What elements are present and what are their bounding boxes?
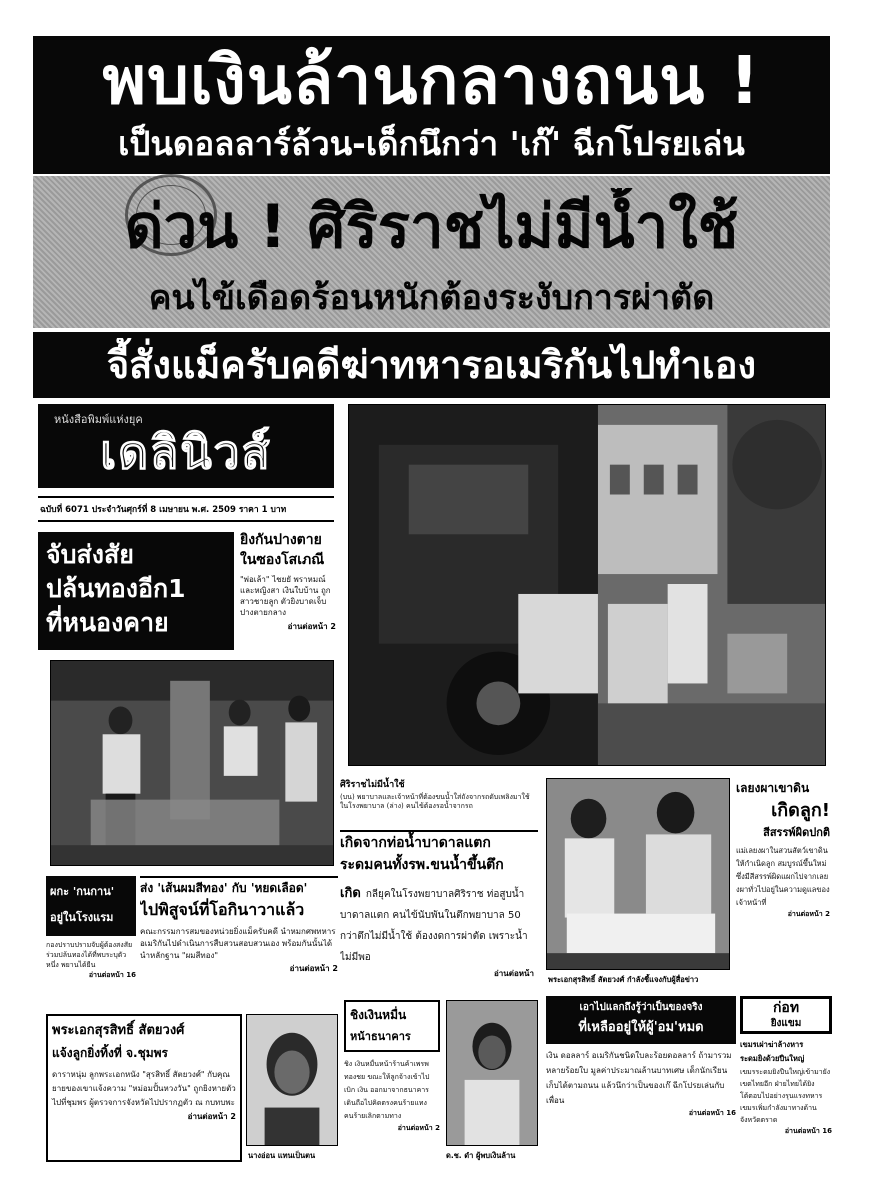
woman-photo-caption: นางอ่อน แทนเป็นตน bbox=[248, 1151, 316, 1160]
banner-top bbox=[33, 36, 830, 174]
birth-headline-l3: สีสรรพ์ผิดปกติ bbox=[763, 826, 830, 839]
banner-siriraj-subhead: คนไข้เดือดร้อนหนักต้องระงับการผ่าตัด bbox=[148, 278, 715, 318]
siriraj-headline-block bbox=[340, 830, 538, 878]
dollar-headline-l2: ที่เหลืออยู่ให้ผู้'อม'หมด bbox=[578, 1020, 704, 1035]
dollar-story bbox=[546, 996, 736, 1166]
banner-mac bbox=[33, 332, 830, 398]
dollar-body: เงิน ดอลลาร์ อเมริกันชนิดใบละร้อยดอลลาร์ ถ้ามารวมหลายร้อยใบ มูลค่าประมาณล้านบาทเศษ เด็กนักเรียนเก็บได้ตามถนน แล้วนึกว่าเป็นของเก๊ ฉีกโปรยเล่นกับเพื่อน bbox=[546, 1051, 732, 1105]
siriraj-lead: เกิด bbox=[340, 886, 361, 901]
dollar-headline-l1: เอาไปแลกถึงรู้ว่าเป็นของจริง bbox=[579, 1002, 703, 1013]
border-story bbox=[740, 996, 832, 1166]
photo-actor-interview bbox=[546, 778, 730, 970]
siriraj-caption-body: (บน) พยาบาลและเจ้าหน้าที่ต้องขนน้ำใส่ถังจากรถดับเพลิงมาใช้ในโรงพยาบาล (ล่าง) คนไข้ต้องรอน้ำจากรถ bbox=[340, 793, 530, 810]
border-headline: เขมรเผ่าฆ่าล้างหาร bbox=[740, 1040, 804, 1049]
siriraj-body: กลียุคในโรงพยาบาลศิริราช ท่อสูบน้ำบาดาลแตก คนไข้นับพันในตึกพยาบาล 50 กว่าตึกไม่มีน้ำใช้ ต้องงดการผ่าตัด เพราะน้ำไม่มีพอ bbox=[340, 889, 528, 963]
banner-siriraj-headline: ด่วน ! ศิริราชไม่มีน้ำใช้ bbox=[124, 192, 739, 262]
banner-siriraj bbox=[33, 176, 830, 328]
arrest-headline-l3: ที่หนองคาย bbox=[46, 608, 169, 637]
masthead-issue-line: ฉบับที่ 6071 ประจำวันศุกร์ที่ 8 เมษายน พ.ศ. 2509 ราคา 1 บาท bbox=[38, 496, 334, 522]
general-continued: อ่านต่อหน้า 2 bbox=[187, 1112, 236, 1121]
gold-headline-l2: ไปพิสูจน์ที่โอกินาวาแล้ว bbox=[140, 900, 305, 919]
masthead-tagline: หนังสือพิมพ์แห่งยุค bbox=[54, 413, 143, 426]
banner-top-subhead: เป็นดอลลาร์ล้วน-เด็กนึกว่า 'เก๊' ฉีกโปรยเล่น bbox=[118, 124, 745, 163]
gold-continued: อ่านต่อหน้า 2 bbox=[289, 964, 338, 973]
boy-photo-caption: ด.ช. ดำ ผู้พบเงินล้าน bbox=[446, 1151, 516, 1160]
arrest-headline-l2: ปล้นทองอีก1 bbox=[46, 574, 186, 603]
dollar-continued: อ่านต่อหน้า 16 bbox=[688, 1109, 736, 1117]
border-stamp bbox=[740, 996, 832, 1034]
bank-headline-l1: ชิงเงินหมื่น bbox=[350, 1008, 407, 1022]
general-headline-l1: พระเอกสุรสิทธิ์ สัตยวงศ์ bbox=[52, 1023, 185, 1038]
siriraj-continued: อ่านต่อหน้า bbox=[494, 969, 534, 978]
hotel-headline-l2: อยู่ในโรงแรม bbox=[50, 911, 114, 924]
gold-headline-l1: ส่ง 'เส้นผมสีทอง' กับ 'หยดเลือด' bbox=[140, 881, 308, 895]
birth-continued: อ่านต่อหน้า 2 bbox=[787, 910, 830, 918]
birth-story bbox=[736, 778, 830, 990]
gold-hair-story bbox=[140, 876, 338, 1008]
general-body: ดาราหนุ่ม ลูกพระเอกหนัง "สุรสิทธิ์ สัตยวงศ์" กับคุณยายของเขาแจ้งความ "หม่อมปั้นหวงวัน" ถูกยิงหายตัวไปที่ชุมพร ผู้ตรวจการจังหวัดไปปรากฏตัว ณ กบทบพะ bbox=[52, 1070, 236, 1107]
bank-body: ชิง เงินหมื่นหน้าร้านค้าเพรพทองชย ขณะให้ลูกจ้างเข้าไปเบิก เงิน ออกมาจากธนาคาร เดินถือไปคิดตรงคนร้ายแทง คนร้ายเลิกตามทาง bbox=[344, 1060, 430, 1120]
photo-siriraj-water-truck bbox=[348, 404, 826, 766]
banner-mac-headline: จี้สั่งแม็ครับคดีฆ่าทหารอเมริกันไปทำเอง bbox=[106, 343, 757, 387]
siriraj-photo-caption: ศิริราชไม่มีน้ำใช้ bbox=[340, 780, 405, 790]
border-stamp-l2: ยิงแขม bbox=[770, 1018, 802, 1029]
hotel-headline-box bbox=[46, 876, 136, 936]
arrest-headline-box bbox=[38, 532, 234, 650]
border-body: เขมรระดมยิงปืนใหญ่เข้ามายังเขตไทยอีก ฝ่ายไทยได้ยิงโต้ตอบไปอย่างรุนแรงทหารเขมรเพิ่มกำลังมาทางด้านจังหวัดตราด bbox=[740, 1068, 831, 1124]
arrest-continued: อ่านต่อหน้า 2 bbox=[287, 622, 336, 631]
bank-headline-l2: หน้าธนาคาร bbox=[350, 1030, 411, 1043]
siriraj-headline-l1: เกิดจากท่อน้ำบาดาลแตก bbox=[340, 835, 491, 851]
photo-street-people bbox=[50, 660, 334, 866]
arrest-subheadline: ยิงกันปางตาย ในซองโสเภณี bbox=[240, 532, 325, 568]
hotel-story bbox=[46, 876, 136, 1010]
arrest-side-column bbox=[240, 530, 336, 652]
banner-top-headline: พบเงินล้านกลางถนน ! bbox=[102, 42, 761, 119]
bank-story bbox=[344, 1000, 440, 1166]
siriraj-headline-l2: ระดมคนทั้งรพ.ขนน้ำขึ้นตึก bbox=[340, 857, 504, 873]
photo-woman-portrait bbox=[246, 1014, 338, 1146]
masthead-logo-box bbox=[38, 404, 334, 488]
siriraj-body-block bbox=[340, 882, 538, 982]
birth-headline-l1: เลยงผาเขาดิน bbox=[736, 781, 810, 795]
birth-headline-l2: เกิดลูก! bbox=[771, 800, 830, 821]
gold-body: คณะกรรมการสมของหน่วยยิ่งแม็ครับคดี นำหมกศพทหารอเมริกันไปดำเนินการสืบสวนสอบสวนเอง พร้อมกันนั้นได้นำหลักฐาน "ผมสีทอง" bbox=[140, 927, 336, 960]
masthead-logo: เดลินิวส์ bbox=[100, 425, 272, 479]
siriraj-caption-block bbox=[340, 772, 536, 828]
masthead bbox=[38, 404, 334, 522]
border-continued: อ่านต่อหน้า 16 bbox=[784, 1127, 832, 1135]
photo-boy-portrait bbox=[446, 1000, 538, 1146]
general-story bbox=[46, 1014, 242, 1162]
arrest-headline-l1: จับส่งสัย bbox=[46, 540, 134, 569]
hotel-continued: อ่านต่อหน้า 16 bbox=[88, 971, 136, 979]
bank-continued: อ่านต่อหน้า 2 bbox=[397, 1124, 440, 1132]
dollar-headline-box bbox=[546, 996, 736, 1044]
hotel-body: กองปราบปรามจับผู้ต้องสงสัยร่วมปล้นทองได้ที่พบระบุตัวหนึ่ง พยานได้ยืน bbox=[46, 941, 133, 969]
hotel-headline-l1: ผกะ 'กนกาน' bbox=[50, 885, 115, 898]
actor-photo-caption: พระเอกสุรสิทธิ์ สัตยวงศ์ กำลังชี้แจงกับผู้สื่อข่าว bbox=[548, 975, 699, 984]
arrest-body: "พ่อเล้า" ไชยยั พราหมณ์และหญิงสา เงินใบบ้าน ถูกสาวชายลูก ตัวยิงบาดเจ็บปางตายกลาง bbox=[240, 575, 331, 617]
general-headline-l2: แจ้งลูกยิ่งทิ้งที่ จ.ชุมพร bbox=[52, 1046, 168, 1060]
border-stamp-l1: ก่อท bbox=[772, 1000, 800, 1016]
birth-body: แม่เลยงผาในสวนสัตว์เขาดินให้กำเนิดลูก สมบูรณ์ขึ้นใหม่ ซึ่งมีสีสรรพ์ผิดแผกไปจากเลยงผาทั่วไปอยู่ในความดูแลของเจ้าหน้าที่ bbox=[736, 846, 830, 907]
border-subheadline: ระดมยิงด้วยปืนใหญ่ bbox=[740, 1054, 805, 1063]
bank-headline-box bbox=[344, 1000, 440, 1052]
